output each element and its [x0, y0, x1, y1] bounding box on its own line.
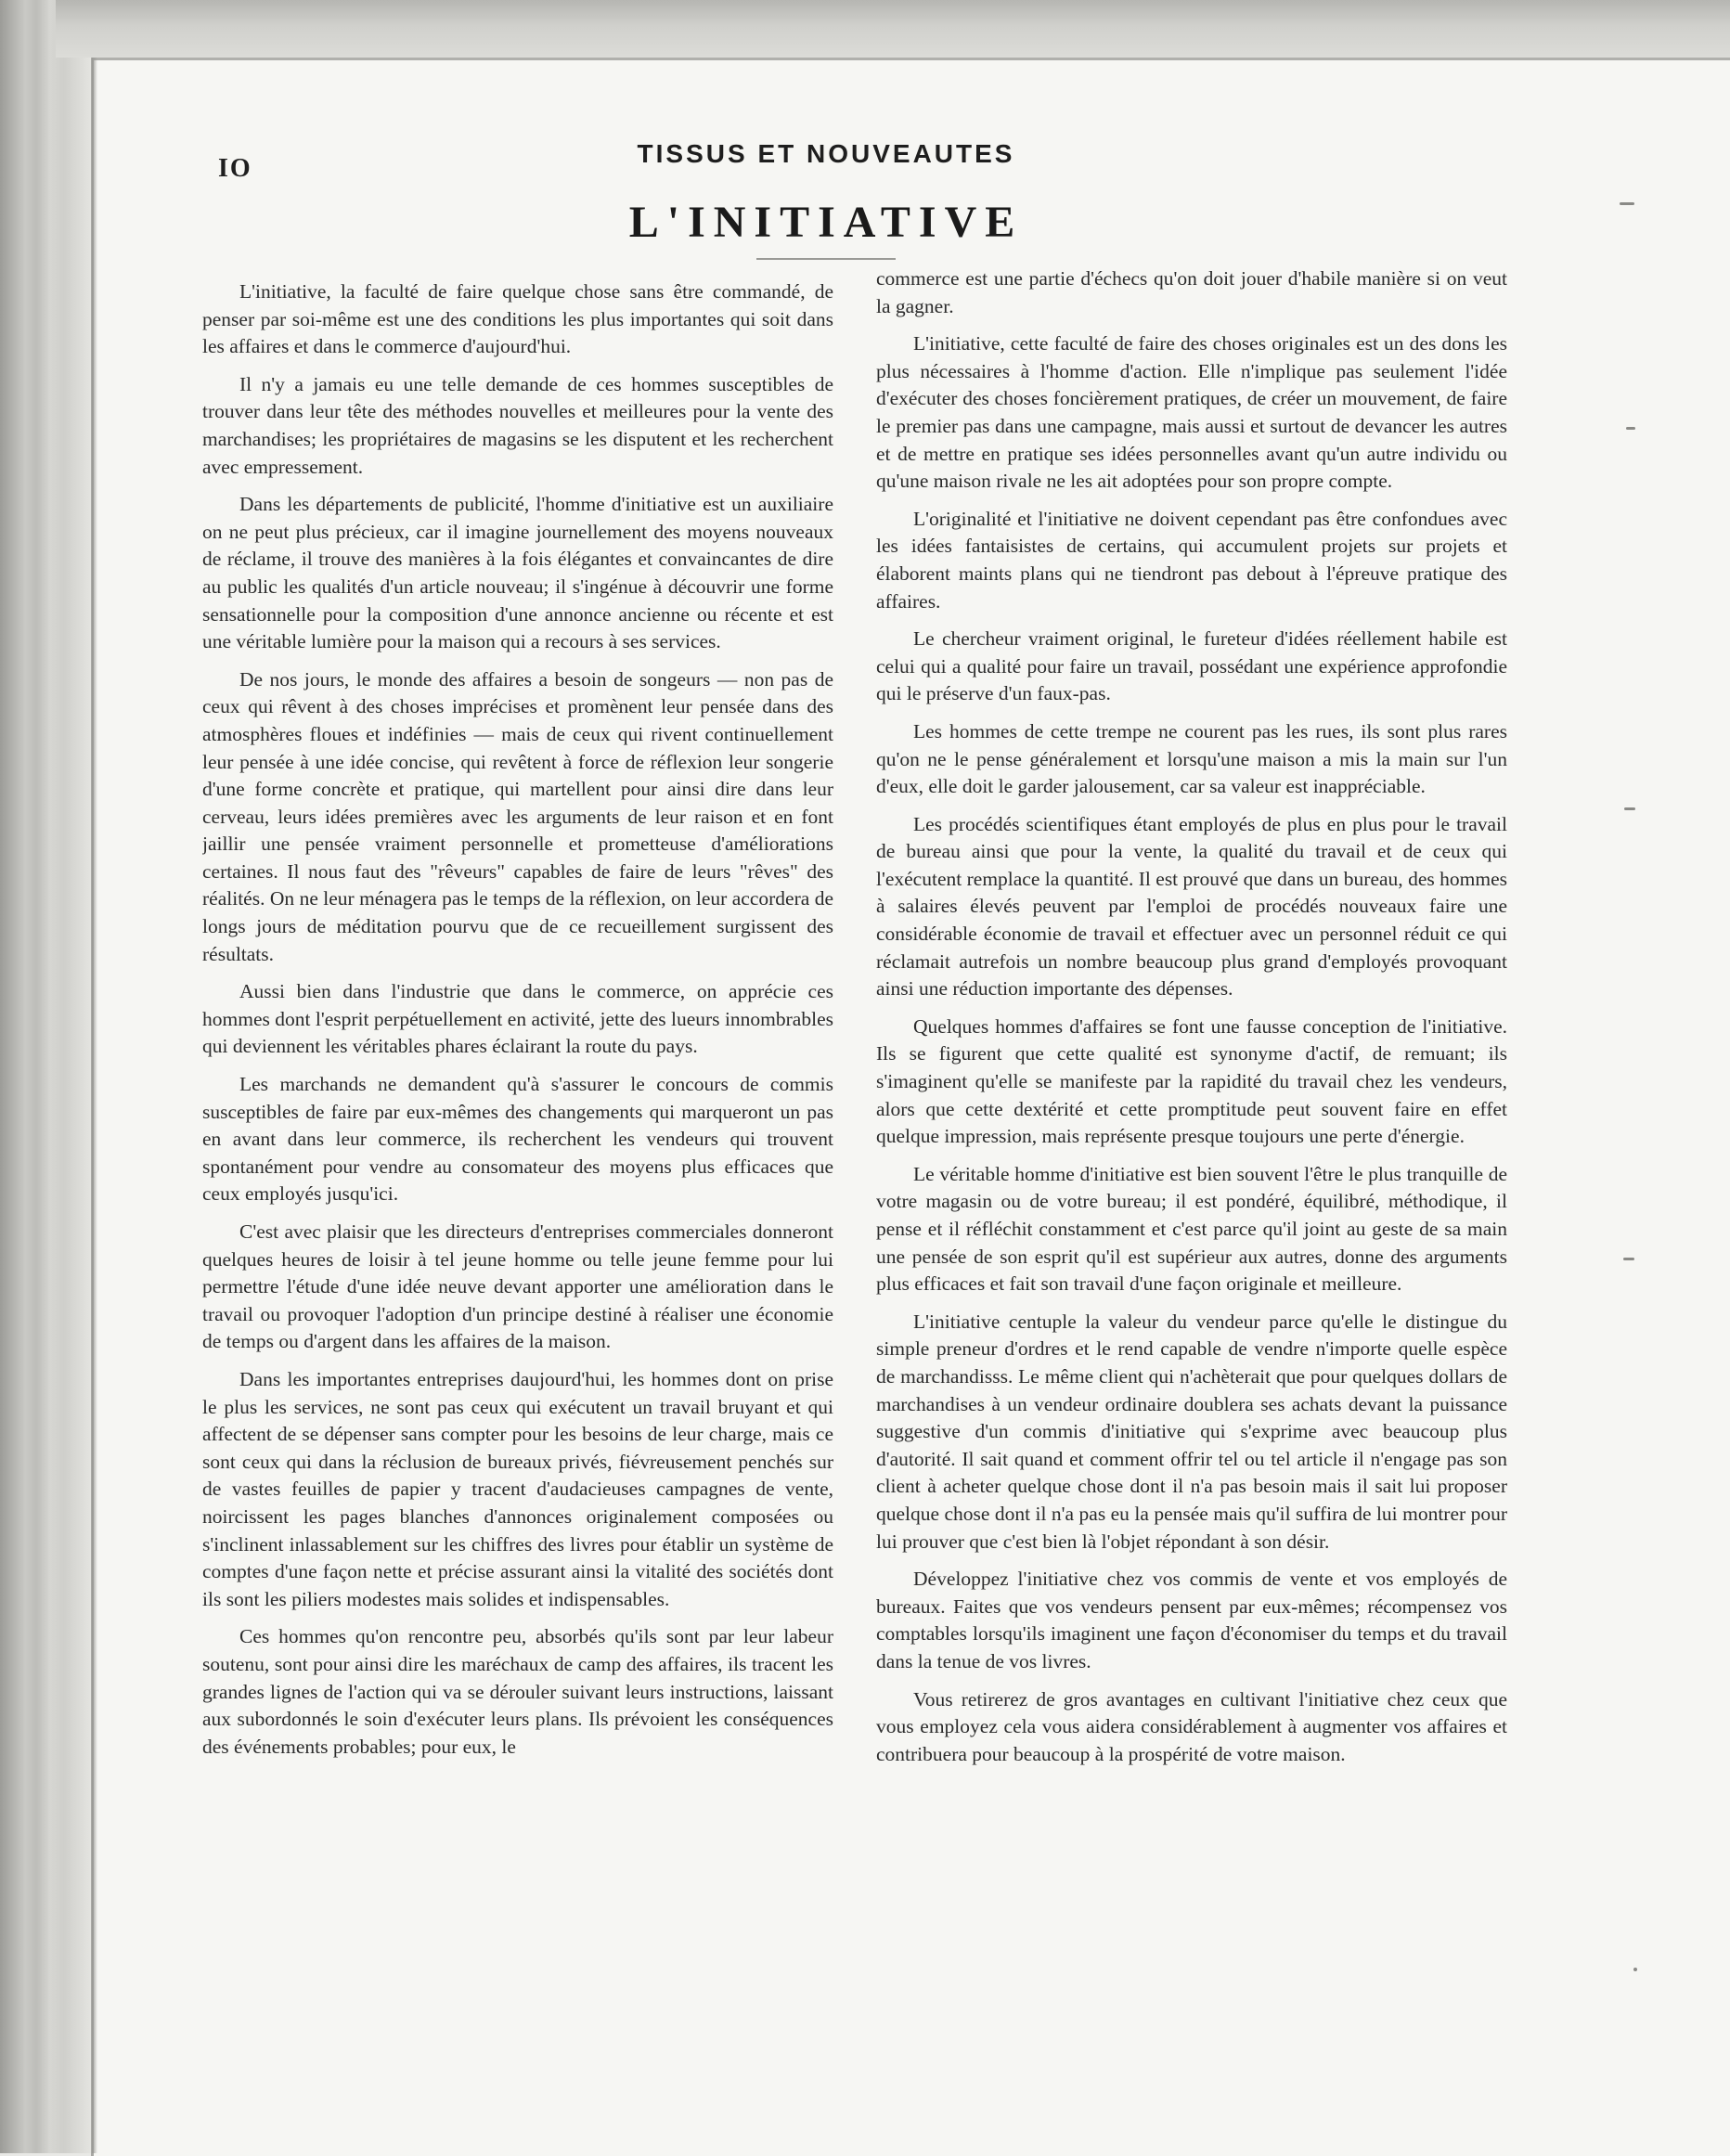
page-number: IO: [218, 154, 252, 183]
paragraph: Le chercheur vraiment original, le fureteur d'idées réellement habile est celui qui a qualité pour faire un travail, possédant une expérience approfondie qui le préserve d'un faux-pas.: [876, 627, 1507, 705]
margin-mark: [1623, 1258, 1634, 1260]
paragraph: Ces hommes qu'on rencontre peu, absorbés qu'ils sont par leur labeur soutenu, sont pour ainsi dire les maréchaux de camp des affaires, ils tracent les grandes lignes de l'action qui va se dérouler suivant leurs instructions, laissant aux subordonnés le soin d'exécuter leurs plans. Ils prévoient les conséquences des événements probables; pour eux, le: [202, 1625, 833, 1758]
left-column: [202, 278, 833, 2074]
paragraph: Vous retirerez de gros avantages en cultivant l'initiative chez ceux que vous employez cela vous aidera considérablement à augmenter vos affaires et contribuera pour beaucoup à la prospérité de votre maison.: [876, 1687, 1507, 1765]
paragraph: L'initiative centuple la valeur du vendeur parce qu'elle le distingue du simple preneur d'ordres et le rend capable de vendre n'importe quelle espèce de marchandisss. Le même client qui n'achèterait que pour quelques dollars de marchandises à un vendeur ordinaire doublera ses achats devant la puissance suggestive d'un commis d'initiative qui s'exprime avec beaucoup plus d'autorité. Il sait quand et comment offrir tel ou tel article il n'engage pas son client à acheter quelque chose dont il n'a pas besoin mais il sait lui proposer quelque chose dont il n'a pas eu la pensée mais qu'il suffira de lui montrer pour lui prouver que c'est bien là l'objet répondant à son désir.: [876, 1310, 1507, 1553]
scan-edge-left: [0, 0, 91, 2153]
paragraph: Dans les départements de publicité, l'homme d'initiative est un auxiliaire on ne peut plus précieux, car il imagine journellement des moyens nouveaux de réclame, il trouve des manières à la fois élégantes et convaincantes de dire au public les qualités d'un article nouveau; il s'ingénue à découvrir une forme sensationnelle pour la composition d'une annonce ancienne ou récente et est une véritable lumière pour la maison qui a recours à ses services.: [202, 493, 833, 653]
paragraph: Quelques hommes d'affaires se font une fausse conception de l'initiative. Ils se figurent que cette qualité est synonyme d'actif, de remuant; ils s'imaginent qu'elle se manifeste par la rapidité du travail chez les vendeurs, alors que cette dextérité et cette promptitude peut souvent faire en effet quelque impression, mais représente presque toujours une perte d'énergie.: [876, 1014, 1507, 1148]
paragraph: Les procédés scientifiques étant employés de plus en plus pour le travail de bureau ainsi que pour la vente, la qualité du travail et de ceux qui l'exécutent remplace la quantité. Il est prouvé que dans un bureau, des hommes à salaires élevés peuvent par l'emploi de procédés nouveaux faire une considérable économie de travail et effectuer avec un personnel réduit ce qui réclamait autrefois un nombre beaucoup plus grand d'employés provoquant ainsi une réduction importante des dépenses.: [876, 812, 1507, 1001]
margin-mark: [1633, 1968, 1637, 1971]
paragraph: L'initiative, cette faculté de faire des choses originales est un des dons les plus nécessaires à l'homme d'action. Elle n'implique pas seulement l'idée d'exécuter des choses foncièrement pratiques, de créer un mouvement, de faire le premier pas dans une campagne, mais aussi et surtout de devancer les autres et de mettre en pratique ses idées personnelles avant qu'un autre individu ou qu'une maison rivale ne les ait adoptées pour son propre compte.: [876, 332, 1507, 493]
paragraph: L'originalité et l'initiative ne doivent cependant pas être confondues avec les idées fantaisistes de certains, qui accumulent projets sur projets et élaborent maints plans qui ne tiendront pas debout à l'épreuve pratique des affaires.: [876, 507, 1507, 613]
running-head: TISSUS ET NOUVEAUTES: [637, 139, 1015, 168]
page-header: [218, 139, 1434, 195]
paragraph: C'est avec plaisir que les directeurs d'entreprises commerciales donneront quelques heures de loisir à tel jeune homme ou telle jeune femme pour lui permettre l'étude d'une idée neuve devant apporter une amélioration dans le travail ou provoquer l'adoption d'un principe destiné à réaliser une économie de temps ou d'argent dans les affaires de la maison.: [202, 1220, 833, 1353]
right-column: [876, 265, 1507, 2061]
paragraph: Il n'y a jamais eu une telle demande de ces hommes susceptibles de trouver dans leur tête des méthodes nouvelles et meilleures pour la vente des marchandises; les propriétaires de magasins se les disputent et les recherchent avec empressement.: [202, 372, 833, 478]
margin-mark: [1624, 807, 1635, 810]
paragraph: De nos jours, le monde des affaires a besoin de songeurs — non pas de ceux qui rêvent à des choses imprécises et promènent leur pensée dans des atmosphères floues et indéfinies — mais de ceux qui rivent continuellement leur pensée à une idée concise, qui revêtent à force de réflexion leur songerie d'une forme concrète et pratique, qui martellent pour ainsi dire dans leur cerveau, leurs idées premières avec les arguments de leur raison et en font jaillir une pensée vraiment personnelle et prometteuse d'améliorations certaines. Il nous faut des "rêveurs" capables de faire de leurs "rêves" des réalités. On ne leur ménagera pas le temps de la réflexion, on leur accordera de longs jours de méditation pourvu que de ce recueillement surgissent des résultats.: [202, 667, 833, 965]
paragraph: L'initiative, la faculté de faire quelque chose sans être commandé, de penser par soi-même est une des conditions les plus importantes qui soit dans les affaires et dans le commerce d'aujourd'hui.: [202, 280, 833, 358]
paragraph: Aussi bien dans l'industrie que dans le commerce, on apprécie ces hommes dont l'esprit perpétuellement en activité, jette des lueurs innombrables qui deviennent les véritables phares éclairant la route du pays.: [202, 980, 833, 1058]
article-title: L'INITIATIVE: [628, 198, 1024, 247]
scan-edge-top: [56, 0, 1730, 58]
paragraph: Dans les importantes entreprises daujourd'hui, les hommes dont on prise le plus les services, ne sont pas ceux qui exécutent un travail bruyant et qui affectent de se dépenser sans compter pour les besoins de leur charge, mais ce sont ceux qui dans la réclusion de bureaux privés, fiévreusement penchés sur de vastes feuilles de papier y tracent d'audacieuses campagnes de vente, noircissent les pages blanches d'annonces originalement composées ou s'inclinent inlassablement sur les chiffres des livres pour établir un système de comptes d'une façon nette et précise assurant ainsi la vitalité des sociétés dont ils sont les piliers modestes mais solides et indispensables.: [202, 1367, 833, 1610]
title-rule: [756, 258, 896, 260]
paragraph: commerce est une partie d'échecs qu'on doit jouer d'habile manière si on veut la gagner.: [876, 267, 1507, 317]
page-gutter-shadow: [92, 58, 97, 2153]
paragraph: Les marchands ne demandent qu'à s'assurer le concours de commis susceptibles de faire par eux-mêmes des changements qui marqueront un pas en avant dans leur commerce, ils recherchent les vendeurs qui trouvent spontanément pour vendre au consomateur des moyens plus efficaces que ceux employés jusqu'ici.: [202, 1073, 833, 1206]
paragraph: Les hommes de cette trempe ne courent pas les rues, ils sont plus rares qu'on ne le pense généralement et lorsqu'une maison a mis la main sur l'un d'eux, elle doit le garder jalousement, car sa valeur est inappréciable.: [876, 719, 1507, 798]
paragraph: Développez l'initiative chez vos commis de vente et vos employés de bureaux. Faites que vos vendeurs pensent par eux-mêmes; récompensez vos comptables lorsqu'ils imaginent une façon d'économiser du temps et du travail dans la tenue de vos livres.: [876, 1568, 1507, 1672]
paragraph: Le véritable homme d'initiative est bien souvent l'être le plus tranquille de votre magasin ou de votre bureau; il est pondéré, équilibré, méthodique, il pense et il réfléchit constamment et c'est parce qu'il joint au geste de sa main une pensée de son esprit qu'il est supérieur aux autres, donne des arguments plus efficaces et fait son travail d'une façon originale et meilleure.: [876, 1162, 1507, 1296]
margin-mark: [1620, 202, 1634, 205]
margin-mark: [1626, 427, 1635, 430]
